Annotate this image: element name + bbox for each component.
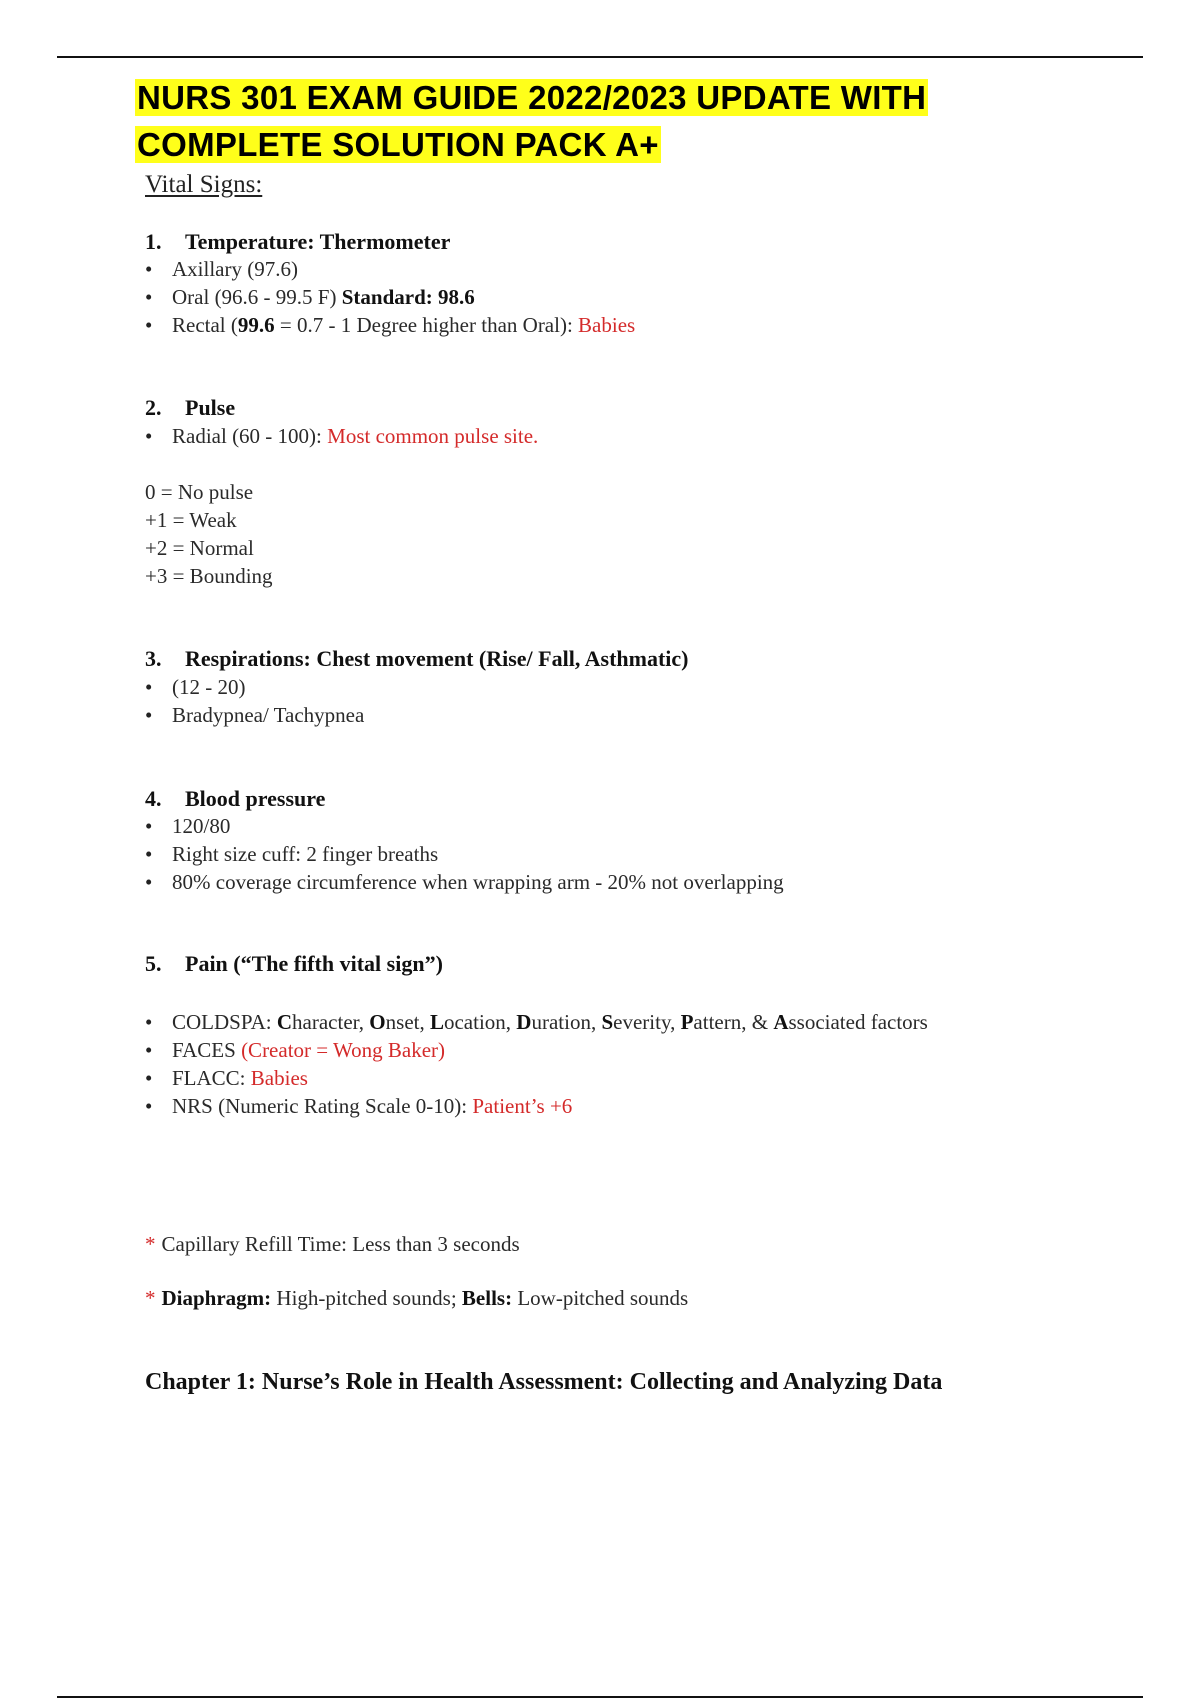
pulse-scale-item: +1 = Weak — [145, 508, 237, 532]
blood-pressure-title: Blood pressure — [185, 786, 326, 811]
respirations-title: Respirations: Chest movement (Rise/ Fall, Asthmatic) — [185, 646, 689, 671]
pain-number: 5. — [145, 951, 162, 976]
respirations-list — [145, 673, 364, 729]
list-item: • COLDSPA: Character, Onset, Location, Duration, Severity, Pattern, & Associated factors — [145, 1008, 928, 1036]
list-item: • FLACC: Babies — [145, 1064, 928, 1092]
list-item: • Radial (60 - 100): Most common pulse site. — [145, 422, 538, 450]
list-item: • Rectal (99.6 = 0.7 - 1 Degree higher than Oral): Babies — [145, 311, 635, 339]
list-item: • Bradypnea/ Tachypnea — [145, 701, 364, 729]
pulse-scale-item: 0 = No pulse — [145, 480, 254, 504]
list-item: • Right size cuff: 2 finger breaths — [145, 840, 784, 868]
bottom-rule — [57, 1696, 1143, 1698]
chapter-heading: Chapter 1: Nurse’s Role in Health Assessment: Collecting and Analyzing Data — [145, 1369, 943, 1395]
list-item: • 120/80 — [145, 812, 784, 840]
respirations-number: 3. — [145, 646, 162, 671]
list-item: • Axillary (97.6) — [145, 255, 635, 283]
document-title — [135, 74, 1085, 168]
temperature-heading — [145, 229, 450, 255]
temperature-title: Temperature: Thermometer — [185, 229, 451, 254]
list-item: • NRS (Numeric Rating Scale 0-10): Patient’s +6 — [145, 1092, 928, 1120]
pulse-scale-item: +2 = Normal — [145, 536, 254, 560]
blood-pressure-list — [145, 812, 784, 896]
list-item: • FACES (Creator = Wong Baker) — [145, 1036, 928, 1064]
respirations-heading — [145, 646, 689, 672]
pulse-scale-item: +3 = Bounding — [145, 564, 273, 588]
pulse-heading — [145, 395, 235, 421]
temperature-list — [145, 255, 635, 339]
vital-signs-heading: Vital Signs: — [145, 171, 263, 198]
pulse-number: 2. — [145, 395, 162, 420]
pain-list — [145, 1008, 928, 1120]
temperature-number: 1. — [145, 229, 162, 254]
pulse-title: Pulse — [185, 395, 236, 420]
list-item: • Oral (96.6 - 99.5 F) Standard: 98.6 — [145, 283, 635, 311]
pulse-scale — [145, 478, 273, 590]
top-rule — [57, 56, 1143, 58]
pulse-list — [145, 422, 538, 450]
capillary-refill-note: * Capillary Refill Time: Less than 3 seconds — [145, 1232, 520, 1256]
blood-pressure-heading — [145, 786, 325, 812]
title-line-1: NURS 301 EXAM GUIDE 2022/2023 UPDATE WITH — [137, 79, 927, 116]
pain-title: Pain (“The fifth vital sign”) — [185, 951, 443, 976]
title-line-2: COMPLETE SOLUTION PACK A+ — [137, 126, 659, 163]
list-item: • (12 - 20) — [145, 673, 364, 701]
list-item: • 80% coverage circumference when wrapping arm - 20% not overlapping — [145, 868, 784, 896]
asterisk-icon: * — [145, 1232, 156, 1256]
pain-heading — [145, 951, 443, 977]
blood-pressure-number: 4. — [145, 786, 162, 811]
stethoscope-note: * Diaphragm: High-pitched sounds; Bells: Low-pitched sounds — [145, 1286, 689, 1310]
asterisk-icon: * — [145, 1286, 156, 1310]
